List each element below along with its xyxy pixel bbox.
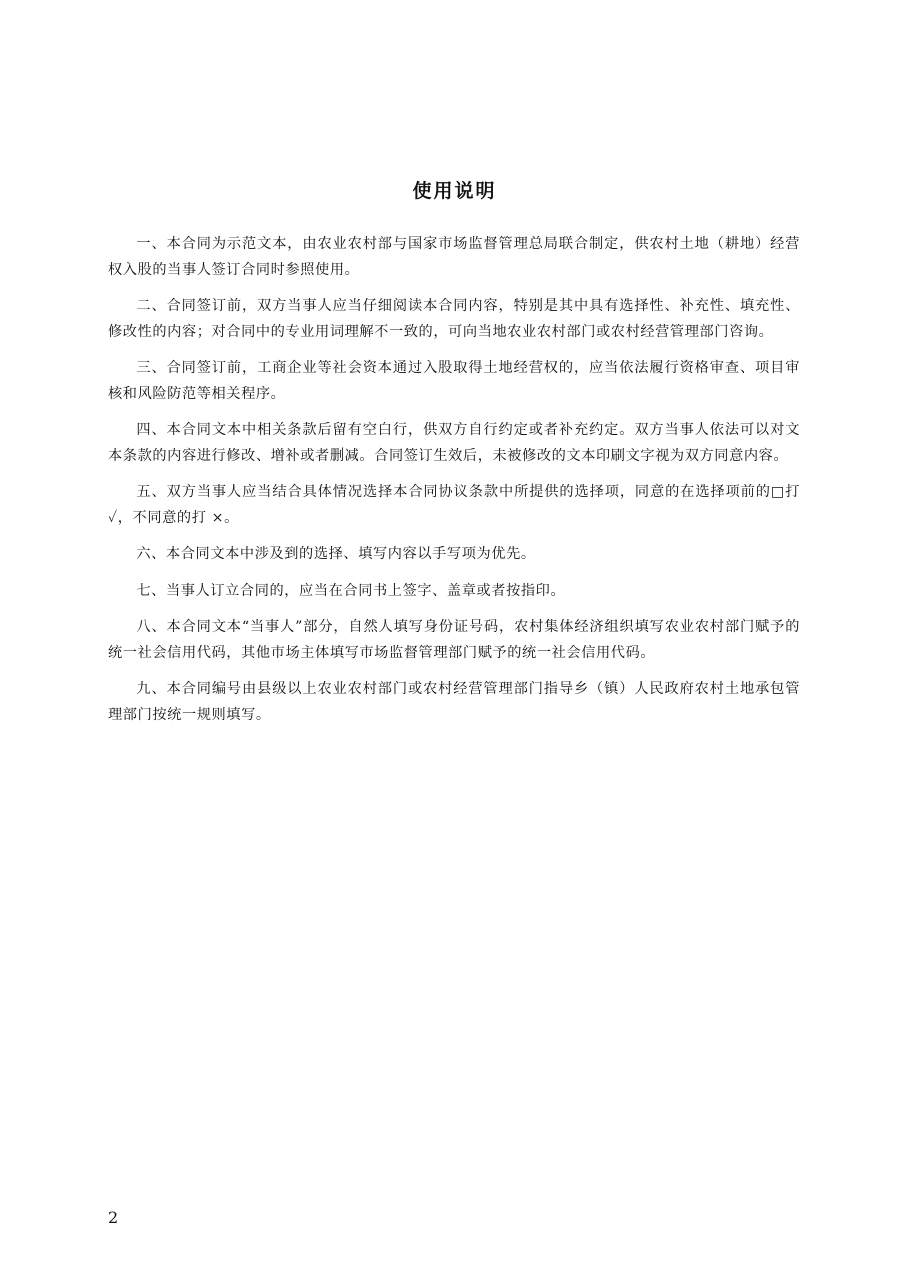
instruction-paragraph-1: 一、本合同为示范文本，由农业农村部与国家市场监督管理总局联合制定，供农村土地（耕地）经营权入股的当事人签订合同时参照使用。: [108, 236, 800, 278]
instruction-paragraph-4: 四、本合同文本中相关条款后留有空白行，供双方自行约定或者补充约定。双方当事人依法可以对文本条款的内容进行修改、增补或者删减。合同签订生效后，未被修改的文本印刷文字视为双方同意内容。: [108, 422, 800, 464]
instruction-paragraph-6: 六、本合同文本中涉及到的选择、填写内容以手写项为优先。: [136, 546, 536, 562]
instruction-paragraph-9: 九、本合同编号由县级以上农业农村部门或农村经营管理部门指导乡（镇）人民政府农村土地承包管理部门按统一规则填写。: [108, 681, 800, 723]
instruction-paragraph-2: 二、合同签订前，双方当事人应当仔细阅读本合同内容，特别是其中具有选择性、补充性、填充性、修改性的内容；对合同中的专业用词理解不一致的，可向当地农业农村部门或农村经营管理部门咨询。: [108, 298, 800, 340]
instruction-paragraph-8: 八、本合同文本“当事人”部分，自然人填写身份证号码，农村集体经济组织填写农业农村部门赋予的统一社会信用代码，其他市场主体填写市场监督管理部门赋予的统一社会信用代码。: [108, 619, 800, 661]
instruction-paragraph-3: 三、合同签订前，工商企业等社会资本通过入股取得土地经营权的，应当依法履行资格审查、项目审核和风险防范等相关程序。: [108, 360, 800, 402]
page-number: 2: [108, 1208, 119, 1227]
instruction-paragraph-7: 七、当事人订立合同的，应当在合同书上签字、盖章或者按指印。: [136, 582, 566, 599]
instructions-body: [108, 232, 800, 739]
page-title: 使用说明: [412, 180, 497, 202]
instruction-paragraph-5: 五、双方当事人应当结合具体情况选择本合同协议条款中所提供的选择项，同意的在选择项前的□打✓，不同意的打 ×。: [108, 484, 800, 526]
